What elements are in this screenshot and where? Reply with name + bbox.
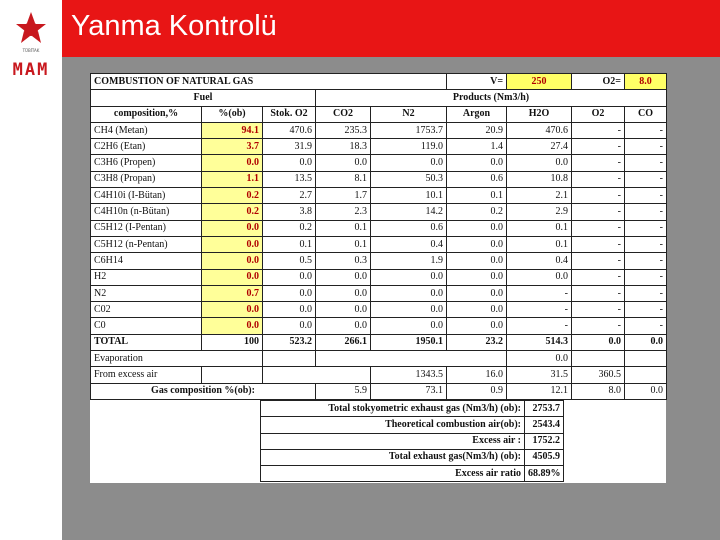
table-row [91,188,667,204]
left-margin [0,90,62,540]
total-h2o: 514.3 [507,334,572,350]
cell-h2o: - [507,302,572,318]
col-header-stok: Stok. O2 [263,106,316,122]
cell-h2o: - [507,318,572,334]
table-row [91,204,667,220]
cell-n2: 0.0 [371,302,447,318]
cell-co: - [625,155,667,171]
evaporation-row [91,351,667,367]
cell-co2: 0.0 [316,318,371,334]
cell-co2: 0.0 [316,285,371,301]
empty-cell [202,367,263,383]
cell-stok: 31.9 [263,139,316,155]
cell-argon: 20.9 [447,122,507,138]
tubitak-emblem-icon [12,10,50,48]
cell-argon: 0.0 [447,253,507,269]
empty-cell [316,351,507,367]
component-rows [91,122,667,334]
cell-stok: 0.0 [263,155,316,171]
cell-o2: - [572,220,625,236]
cell-argon: 0.2 [447,204,507,220]
cell-argon: 0.0 [447,236,507,252]
cell-argon: 0.0 [447,220,507,236]
cell-h2o: 2.1 [507,188,572,204]
table-row [91,220,667,236]
logo [0,0,62,90]
cell-co: - [625,139,667,155]
cell-n2: 119.0 [371,139,447,155]
products-header: Products (Nm3/h) [316,90,667,106]
cell-co2: 0.3 [316,253,371,269]
cell-o2: - [572,139,625,155]
summary-row [261,417,564,433]
summary-value: 2543.4 [525,417,564,433]
cell-name: C02 [91,302,202,318]
cell-stok: 0.0 [263,318,316,334]
excess-air-label: From excess air [91,367,202,383]
cell-n2: 0.0 [371,318,447,334]
table-row [91,122,667,138]
cell-co2: 0.0 [316,302,371,318]
cell-stok: 0.5 [263,253,316,269]
cell-pct[interactable]: 0.2 [202,188,263,204]
cell-co2: 1.7 [316,188,371,204]
v-label: V= [447,74,507,90]
combustion-table [90,73,667,400]
cell-co2: 0.0 [316,269,371,285]
cell-stok: 13.5 [263,171,316,187]
col-header-composition: composition,% [91,106,202,122]
cell-name: H2 [91,269,202,285]
summary-label: Excess air ratio [261,466,525,482]
cell-name: C4H10n (n-Bütan) [91,204,202,220]
cell-pct[interactable]: 94.1 [202,122,263,138]
summary-row [261,466,564,482]
cell-pct[interactable]: 0.7 [202,285,263,301]
cell-h2o: 0.4 [507,253,572,269]
cell-co: - [625,269,667,285]
gas-composition-co: 0.0 [625,383,667,399]
col-header-pct: %(ob) [202,106,263,122]
cell-argon: 0.0 [447,285,507,301]
excess-air-n2: 1343.5 [371,367,447,383]
total-n2: 1950.1 [371,334,447,350]
summary-value: 4505.9 [525,449,564,465]
cell-co2: 18.3 [316,139,371,155]
evaporation-label: Evaporation [91,351,263,367]
cell-name: C3H6 (Propen) [91,155,202,171]
cell-name: C5H12 (I-Pentan) [91,220,202,236]
cell-o2: - [572,204,625,220]
cell-o2: - [572,171,625,187]
cell-argon: 0.1 [447,188,507,204]
summary-value: 1752.2 [525,433,564,449]
cell-h2o: 27.4 [507,139,572,155]
gas-composition-row [91,383,667,399]
page-title: Yanma Kontrolü [71,10,277,42]
total-label: TOTAL [91,334,202,350]
cell-stok: 0.1 [263,236,316,252]
cell-h2o: 0.1 [507,236,572,252]
table-row [91,236,667,252]
col-header-n2: N2 [371,106,447,122]
cell-n2: 10.1 [371,188,447,204]
cell-co: - [625,220,667,236]
cell-h2o: 0.0 [507,269,572,285]
cell-n2: 1753.7 [371,122,447,138]
table-row [91,139,667,155]
cell-name: CH4 (Metan) [91,122,202,138]
cell-pct[interactable]: 0.0 [202,220,263,236]
table-row [91,302,667,318]
cell-pct[interactable]: 0.0 [202,318,263,334]
logo-caption: TÜBİTAK [22,48,40,53]
cell-h2o: 2.9 [507,204,572,220]
v-value-cell[interactable]: 250 [507,74,572,90]
summary-label: Excess air : [261,433,525,449]
cell-argon: 0.0 [447,155,507,171]
cell-stok: 0.0 [263,285,316,301]
column-header-row [91,106,667,122]
cell-stok: 470.6 [263,122,316,138]
cell-pct[interactable]: 0.0 [202,155,263,171]
summary-area [90,400,666,483]
cell-argon: 0.0 [447,302,507,318]
cell-co: - [625,204,667,220]
cell-n2: 0.6 [371,220,447,236]
excess-air-row [91,367,667,383]
gas-composition-n2: 73.1 [371,383,447,399]
empty-cell [625,351,667,367]
cell-o2: - [572,188,625,204]
cell-stok: 3.8 [263,204,316,220]
empty-cell [263,351,316,367]
cell-o2: - [572,269,625,285]
cell-stok: 2.7 [263,188,316,204]
cell-o2: - [572,302,625,318]
cell-argon: 0.0 [447,318,507,334]
total-co2: 266.1 [316,334,371,350]
cell-co: - [625,122,667,138]
o2-value-cell[interactable]: 8.0 [625,74,667,90]
table-row [91,318,667,334]
cell-n2: 1.9 [371,253,447,269]
cell-pct[interactable]: 3.7 [202,139,263,155]
cell-pct[interactable]: 0.0 [202,253,263,269]
table-row [91,171,667,187]
sheet-title: COMBUSTION OF NATURAL GAS [91,74,447,90]
cell-name: C0 [91,318,202,334]
table-row [91,285,667,301]
cell-argon: 1.4 [447,139,507,155]
fuel-header: Fuel [91,90,316,106]
cell-co2: 8.1 [316,171,371,187]
cell-n2: 50.3 [371,171,447,187]
title-row [91,74,667,90]
summary-row [261,433,564,449]
cell-name: C3H8 (Propan) [91,171,202,187]
cell-co2: 0.1 [316,220,371,236]
cell-pct[interactable]: 0.2 [202,204,263,220]
total-pct: 100 [202,334,263,350]
cell-stok: 0.0 [263,269,316,285]
excess-air-o2: 360.5 [572,367,625,383]
cell-o2: - [572,122,625,138]
cell-h2o: 0.1 [507,220,572,236]
cell-pct[interactable]: 1.1 [202,171,263,187]
cell-n2: 14.2 [371,204,447,220]
gas-composition-argon: 0.9 [447,383,507,399]
cell-stok: 0.0 [263,302,316,318]
title-bar [0,0,720,57]
excess-air-argon: 16.0 [447,367,507,383]
cell-argon: 0.6 [447,171,507,187]
empty-cell [572,351,625,367]
cell-o2: - [572,236,625,252]
col-header-o2: O2 [572,106,625,122]
total-co: 0.0 [625,334,667,350]
cell-n2: 0.0 [371,285,447,301]
cell-name: C2H6 (Etan) [91,139,202,155]
cell-h2o: 0.0 [507,155,572,171]
cell-co: - [625,302,667,318]
summary-table [260,400,564,482]
cell-co2: 0.1 [316,236,371,252]
cell-co: - [625,236,667,252]
cell-co2: 235.3 [316,122,371,138]
summary-value: 68.89% [525,466,564,482]
cell-co: - [625,253,667,269]
cell-argon: 0.0 [447,269,507,285]
gas-composition-co2: 5.9 [316,383,371,399]
cell-co: - [625,171,667,187]
cell-pct[interactable]: 0.0 [202,236,263,252]
summary-label: Total exhaust gas(Nm3/h) (ob): [261,449,525,465]
o2-label: O2= [572,74,625,90]
cell-h2o: - [507,285,572,301]
table-row [91,155,667,171]
col-header-co2: CO2 [316,106,371,122]
cell-o2: - [572,285,625,301]
cell-o2: - [572,155,625,171]
cell-co: - [625,318,667,334]
cell-o2: - [572,253,625,269]
summary-row [261,449,564,465]
summary-label: Theoretical combustion air(ob): [261,417,525,433]
cell-co2: 2.3 [316,204,371,220]
gas-composition-o2: 8.0 [572,383,625,399]
cell-co: - [625,285,667,301]
cell-name: C4H10i (I-Bütan) [91,188,202,204]
spreadsheet [90,73,666,483]
excess-air-h2o: 31.5 [507,367,572,383]
gas-composition-label: Gas composition %(ob): [91,383,316,399]
cell-name: C6H14 [91,253,202,269]
cell-o2: - [572,318,625,334]
cell-h2o: 10.8 [507,171,572,187]
empty-cell [625,367,667,383]
cell-name: N2 [91,285,202,301]
total-o2: 0.0 [572,334,625,350]
evaporation-h2o: 0.0 [507,351,572,367]
empty-cell [263,367,371,383]
cell-name: C5H12 (n-Pentan) [91,236,202,252]
table-row [91,269,667,285]
col-header-h2o: H2O [507,106,572,122]
cell-pct[interactable]: 0.0 [202,269,263,285]
cell-n2: 0.4 [371,236,447,252]
logo-text: MAM [12,60,50,80]
cell-pct[interactable]: 0.0 [202,302,263,318]
cell-stok: 0.2 [263,220,316,236]
total-argon: 23.2 [447,334,507,350]
cell-co: - [625,188,667,204]
cell-n2: 0.0 [371,155,447,171]
cell-co2: 0.0 [316,155,371,171]
cell-n2: 0.0 [371,269,447,285]
col-header-co: CO [625,106,667,122]
table-row [91,253,667,269]
cell-h2o: 470.6 [507,122,572,138]
summary-label: Total stokyometric exhaust gas (Nm3/h) (ob): [261,400,525,416]
group-header-row [91,90,667,106]
col-header-argon: Argon [447,106,507,122]
total-stok: 523.2 [263,334,316,350]
summary-value: 2753.7 [525,400,564,416]
summary-row [261,400,564,416]
gas-composition-h2o: 12.1 [507,383,572,399]
total-row [91,334,667,350]
